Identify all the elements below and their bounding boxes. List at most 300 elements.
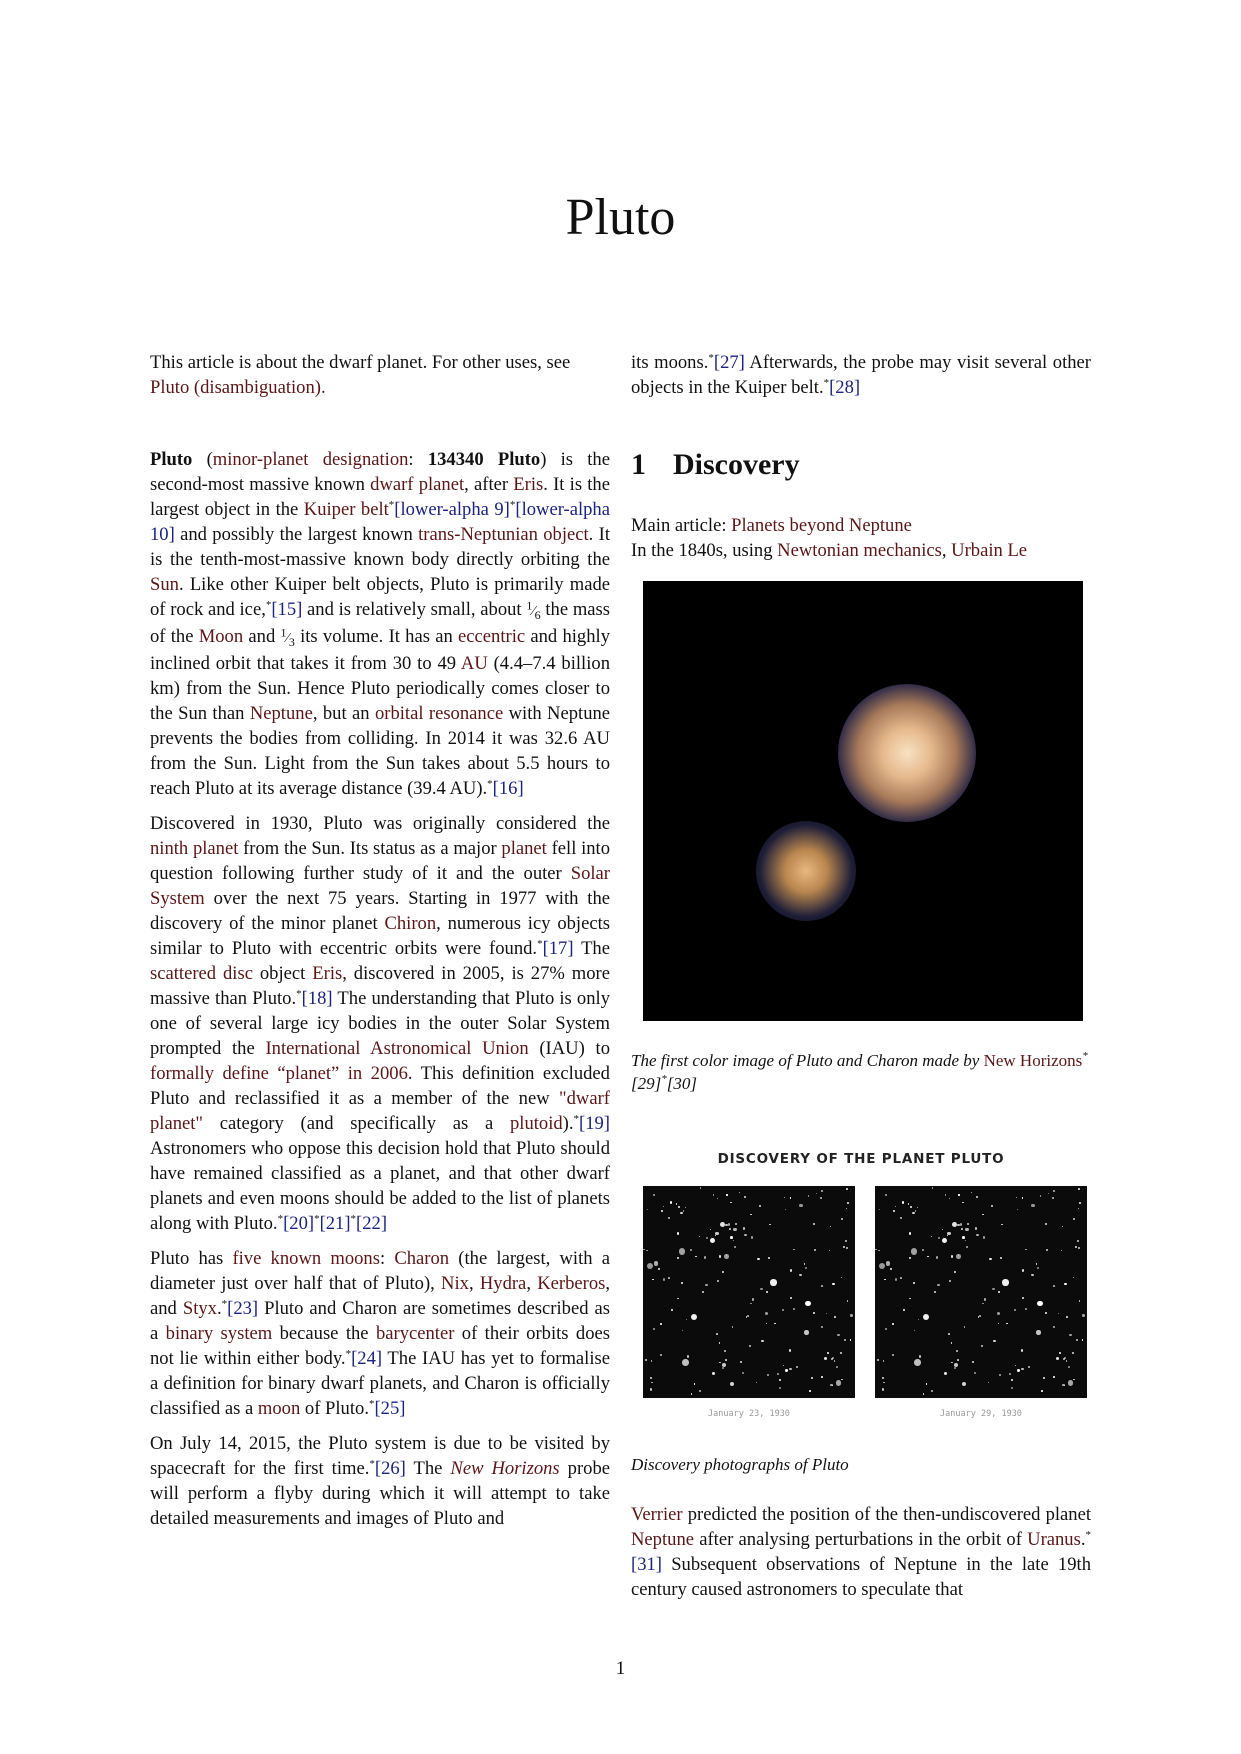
star-dot — [1068, 1380, 1073, 1385]
star-dot — [909, 1257, 910, 1258]
link[interactable]: Hydra — [479, 1273, 527, 1294]
star-dot — [660, 1323, 662, 1325]
star-dot — [646, 1250, 648, 1252]
star-dot — [747, 1315, 749, 1317]
star-dot — [722, 1271, 724, 1273]
main-article-link[interactable]: Planets beyond Neptune — [731, 515, 912, 536]
link[interactable]: Kerberos — [537, 1273, 606, 1294]
star-dot — [732, 1326, 733, 1327]
star-dot — [643, 1249, 644, 1250]
star-dot — [1037, 1267, 1039, 1269]
star-dot — [1043, 1377, 1045, 1379]
star-dot — [944, 1372, 946, 1374]
star-dot — [1076, 1339, 1078, 1341]
star-dot — [705, 1284, 707, 1286]
star-dot — [989, 1258, 991, 1260]
star-dot — [983, 1236, 985, 1238]
section-heading: 1 Discovery — [631, 448, 800, 481]
star-dot — [831, 1358, 833, 1360]
star-dot — [654, 1261, 658, 1265]
star-dot — [991, 1205, 993, 1207]
star-dot — [1031, 1274, 1033, 1276]
star-dot — [706, 1237, 708, 1239]
star-dot — [992, 1288, 994, 1290]
star-dot — [1066, 1360, 1068, 1362]
star-dot — [700, 1187, 701, 1188]
link[interactable]: barycenter — [375, 1323, 455, 1344]
star-dot — [691, 1314, 697, 1320]
star-dot — [766, 1323, 767, 1324]
star-dot — [978, 1316, 979, 1317]
link[interactable]: minor-planet designation — [212, 449, 409, 470]
star-dot — [949, 1280, 951, 1282]
star-dot — [908, 1203, 909, 1204]
star-dot — [827, 1352, 829, 1354]
star-field-plate-2 — [875, 1186, 1087, 1398]
star-dot — [683, 1210, 684, 1211]
star-dot — [951, 1342, 953, 1344]
star-dot — [1009, 1373, 1011, 1375]
star-dot — [750, 1303, 751, 1304]
star-dot — [1025, 1308, 1027, 1310]
link[interactable]: ninth planet — [150, 838, 239, 859]
intro-paragraph-2: Discovered in 1930, Pluto was originally considered the ninth planet from the Sun. Its status as a major planet fell into question following further study of it and the outer Solar System over the next 75 years. Starting in 1977 with the discovery of the minor planet Chiron, numerous icy objects similar to Pluto with eccentric orbits were found.*[17] The scattered disc object Eris, discovered in 2005, is 27% more massive than Pluto.*[18] The understanding that Pluto is only one of several large icy bodies in the outer Solar System prompted the International Astronomical Union (IAU) to formally define “planet” in 2006. This definition excluded Pluto and reclassified it as a member of the new "dwarf planet" category (and specifically as a plutoid).*[19] Astronomers who oppose this decision hold that Pluto should have remained classified as a planet, and that other dwarf planets and even moons should be added to the list of planets along with Pluto.*[20]*[21]*[22] — [150, 813, 611, 1234]
star-dot — [790, 1269, 793, 1272]
star-dot — [886, 1261, 890, 1265]
star-dot — [744, 1234, 747, 1237]
star-dot — [1002, 1279, 1008, 1285]
link[interactable]: Styx — [182, 1298, 217, 1319]
star-dot — [923, 1393, 925, 1395]
star-dot — [785, 1369, 787, 1371]
main-article-note: Main article: Planets beyond Neptune — [631, 515, 912, 536]
star-dot — [938, 1237, 940, 1239]
star-dot — [715, 1232, 719, 1236]
star-dot — [770, 1279, 776, 1285]
star-dot — [832, 1283, 835, 1286]
star-dot — [984, 1298, 986, 1300]
star-dot — [677, 1257, 678, 1258]
star-dot — [687, 1355, 690, 1358]
star-dot — [1061, 1250, 1062, 1251]
link[interactable]: Neptune — [631, 1529, 694, 1550]
star-dot — [826, 1313, 828, 1315]
star-dot — [962, 1382, 966, 1386]
star-dot — [965, 1240, 966, 1241]
star-dot — [926, 1383, 927, 1384]
link[interactable]: moon — [257, 1398, 301, 1419]
star-dot — [965, 1228, 968, 1231]
star-dot — [716, 1333, 718, 1335]
link[interactable]: five known moons — [232, 1248, 380, 1269]
star-dot — [879, 1209, 880, 1210]
star-dot — [777, 1373, 779, 1375]
star-dot — [728, 1223, 730, 1225]
link[interactable]: "dwarf planet" — [150, 1088, 610, 1134]
star-dot — [1015, 1365, 1017, 1367]
link[interactable]: Urbain Le — [951, 540, 1028, 561]
star-dot — [1048, 1193, 1049, 1194]
star-dot — [951, 1362, 952, 1363]
star-dot — [804, 1330, 808, 1334]
link[interactable]: Neptune — [249, 703, 313, 724]
star-dot — [961, 1228, 963, 1230]
star-dot — [761, 1340, 763, 1342]
star-dot — [678, 1206, 680, 1208]
star-dot — [769, 1224, 770, 1225]
discovery-photographs — [631, 1147, 1091, 1476]
star-dot — [816, 1193, 817, 1194]
star-dot — [948, 1333, 950, 1335]
star-dot — [931, 1236, 932, 1237]
star-dot — [914, 1330, 915, 1331]
star-dot — [724, 1350, 726, 1352]
star-dot — [829, 1250, 830, 1251]
star-dot — [695, 1256, 696, 1257]
star-dot — [799, 1274, 801, 1276]
star-dot — [909, 1298, 911, 1300]
star-dot — [952, 1222, 957, 1227]
star-dot — [661, 1210, 663, 1212]
star-dot — [805, 1301, 810, 1306]
star-dot — [967, 1223, 969, 1225]
star-dot — [1011, 1387, 1013, 1389]
star-dot — [710, 1229, 711, 1230]
star-dot — [734, 1246, 735, 1247]
star-dot — [725, 1359, 727, 1361]
star-dot — [1075, 1246, 1077, 1248]
star-dot — [730, 1236, 733, 1239]
star-dot — [1037, 1301, 1042, 1306]
star-dot — [719, 1342, 721, 1344]
star-dot — [1058, 1313, 1060, 1315]
discovery-paragraph: Verrier predicted the position of the then-undiscovered planet Neptune after analysing perturbations in the orbit of Uranus.*[31] Subsequent observations of Neptune in the late 19th century caused astronomers to speculate that — [631, 1504, 1091, 1600]
star-dot — [1021, 1368, 1023, 1370]
star-dot — [740, 1361, 742, 1363]
star-dot — [699, 1390, 701, 1392]
star-dot — [813, 1312, 815, 1314]
star-dot — [936, 1256, 938, 1258]
link[interactable]: Charon — [394, 1248, 450, 1269]
link[interactable]: Verrier — [631, 1504, 683, 1525]
star-dot — [1014, 1309, 1016, 1311]
star-dot — [671, 1309, 673, 1311]
hatnote: This article is about the dwarf planet. For other uses, see Pluto (disambiguation). — [150, 352, 571, 398]
star-dot — [923, 1314, 929, 1320]
star-dot — [893, 1210, 895, 1212]
star-dot — [1073, 1218, 1075, 1220]
link[interactable]: Uranus — [1027, 1529, 1081, 1550]
star-dot — [726, 1194, 727, 1195]
link[interactable]: Nix — [441, 1273, 469, 1294]
star-dot — [743, 1227, 745, 1229]
intro-paragraph-1: Pluto (minor-planet designation: 134340 Pluto) is the second-most massive known dwarf planet, after Eris. It is the largest object in the Kuiper belt*[lower-alpha 9]*[lower-alpha 10] and possibly the largest known trans-Neptunian object. It is the tenth-most-massive known body directly orbiting the Sun. Like other Kuiper belt objects, Pluto is primarily made of rock and ice,*[15] and is relatively small, about $^1⁄_6$ the mass of the Moon and $^1⁄_3$ its volume. It has an eccentric and highly inclined orbit that takes it from 30 to 49 AU (4.4–7.4 billion km) from the Sun. Hence Pluto periodically comes closer to the Sun than Neptune, but an orbital resonance with Neptune prevents the bodies from colliding. In 2014 it was 32.6 AU from the Sun. Light from the Sun takes about 5.5 hours to reach Pluto at its average distance (39.4 AU).*[16] — [150, 449, 611, 799]
star-dot — [779, 1387, 781, 1389]
star-dot — [957, 1359, 959, 1361]
star-dot — [1082, 1314, 1084, 1316]
star-dot — [982, 1214, 984, 1216]
star-dot — [960, 1223, 962, 1225]
link[interactable]: Eris — [312, 963, 343, 984]
link[interactable]: Moon — [198, 626, 244, 647]
star-dot — [951, 1255, 953, 1257]
star-dot — [1040, 1195, 1042, 1197]
pluto-disc — [838, 684, 976, 822]
star-dot — [710, 1238, 715, 1243]
star-dot — [652, 1279, 654, 1281]
star-dot — [663, 1206, 664, 1207]
star-dot — [877, 1359, 879, 1361]
star-dot — [668, 1217, 670, 1219]
star-dot — [717, 1198, 718, 1199]
star-dot — [742, 1372, 744, 1374]
star-dot — [883, 1360, 885, 1362]
star-dot — [836, 1380, 841, 1385]
star-dot — [1073, 1277, 1074, 1278]
star-dot — [836, 1366, 838, 1368]
link[interactable]: Eris — [513, 474, 544, 495]
star-dot — [913, 1282, 915, 1284]
right-column — [631, 350, 1091, 1612]
star-dot — [841, 1218, 843, 1220]
star-dot — [793, 1249, 794, 1250]
star-dot — [879, 1263, 885, 1269]
link[interactable]: Solar System — [150, 863, 610, 909]
star-dot — [677, 1298, 679, 1300]
star-dot — [1079, 1202, 1081, 1204]
star-dot — [900, 1277, 902, 1279]
link[interactable]: Sun — [150, 574, 179, 595]
star-dot — [997, 1312, 1000, 1315]
star-dot — [934, 1291, 935, 1292]
star-dot — [971, 1192, 972, 1193]
pluto-charon-color-image — [643, 581, 1083, 1021]
star-dot — [1046, 1249, 1048, 1251]
star-dot — [809, 1390, 811, 1392]
star-dot — [937, 1284, 939, 1286]
star-dot — [685, 1207, 687, 1209]
star-dot — [733, 1228, 736, 1231]
star-dot — [694, 1383, 695, 1384]
star-dot — [909, 1232, 912, 1235]
star-dot — [846, 1208, 847, 1209]
link[interactable]: eccentric — [458, 626, 526, 647]
intro-paragraph-4: On July 14, 2015, the Pluto system is due to be visited by spacecraft for the first time.*[26] The New Horizons probe will perform a flyby during which it will attempt to take detailed measurements and images of Pluto and — [150, 1433, 611, 1529]
star-dot — [1017, 1369, 1019, 1371]
link[interactable]: New Horizons — [450, 1458, 560, 1479]
figure1-caption: The first color image of Pluto and Charon made by New Horizons*[29]*[30] — [631, 1050, 1088, 1093]
star-dot — [1016, 1197, 1017, 1198]
star-dot — [1078, 1247, 1080, 1249]
star-dot — [749, 1345, 751, 1347]
star-dot — [790, 1297, 792, 1299]
star-dot — [942, 1238, 947, 1243]
star-dot — [884, 1279, 886, 1281]
star-dot — [1056, 1357, 1059, 1360]
star-dot — [730, 1202, 732, 1204]
star-dot — [789, 1349, 791, 1351]
star-dot — [988, 1382, 989, 1383]
star-dot — [956, 1254, 961, 1259]
star-dot — [733, 1240, 734, 1241]
star-dot — [964, 1326, 965, 1327]
star-dot — [690, 1249, 692, 1251]
star-dot — [1021, 1349, 1023, 1351]
star-dot — [730, 1382, 734, 1386]
star-dot — [821, 1376, 823, 1378]
star-dot — [1025, 1249, 1026, 1250]
star-dot — [843, 1246, 845, 1248]
star-dot — [954, 1271, 956, 1273]
charon-disc — [756, 821, 856, 921]
link[interactable]: binary system — [165, 1323, 273, 1344]
star-dot — [850, 1314, 852, 1316]
star-dot — [702, 1291, 703, 1292]
star-dot — [653, 1328, 655, 1330]
link[interactable]: dwarf planet — [370, 474, 465, 495]
star-dot — [719, 1255, 721, 1257]
star-dot — [949, 1198, 950, 1199]
star-dot — [1001, 1224, 1002, 1225]
star-dot — [976, 1196, 978, 1198]
star-dot — [650, 1377, 652, 1379]
star-dot — [783, 1365, 785, 1367]
star-dot — [782, 1309, 784, 1311]
disambiguation-link[interactable]: Pluto (disambiguation). — [150, 377, 326, 398]
page-title: Pluto — [565, 189, 676, 246]
star-dot — [647, 1209, 648, 1210]
star-dot — [915, 1210, 916, 1211]
star-dot — [760, 1288, 762, 1290]
star-dot — [651, 1360, 653, 1362]
link[interactable]: trans-Neptunian object — [418, 524, 589, 545]
page-number: 1 — [615, 1658, 626, 1679]
link[interactable]: Newtonian mechanics — [777, 540, 942, 561]
star-dot — [814, 1249, 816, 1251]
star-dot — [847, 1202, 849, 1204]
star-dot — [1082, 1339, 1084, 1341]
star-dot — [756, 1382, 757, 1383]
star-dot — [922, 1249, 924, 1251]
star-dot — [841, 1379, 842, 1380]
star-dot — [746, 1316, 747, 1317]
figure2-caption: Discovery photographs of Pluto — [631, 1455, 849, 1474]
star-dot — [768, 1257, 770, 1259]
star-dot — [1045, 1223, 1047, 1225]
star-dot — [735, 1223, 737, 1225]
star-dot — [1036, 1330, 1040, 1334]
link[interactable]: scattered disc — [150, 963, 253, 984]
star-dot — [850, 1339, 852, 1341]
star-dot — [686, 1319, 687, 1320]
star-dot — [796, 1366, 798, 1368]
star-dot — [1028, 1366, 1030, 1368]
star-dot — [962, 1236, 965, 1239]
star-dot — [847, 1300, 848, 1301]
star-dot — [1066, 1316, 1068, 1318]
star-dot — [993, 1340, 995, 1342]
star-dot — [954, 1367, 956, 1369]
star-dot — [885, 1194, 887, 1196]
star-dot — [757, 1258, 759, 1260]
star-dot — [668, 1277, 670, 1279]
star-dot — [890, 1268, 892, 1270]
star-dot — [785, 1209, 786, 1210]
star-dot — [699, 1236, 700, 1237]
star-dot — [1053, 1326, 1055, 1328]
star-dot — [824, 1357, 827, 1360]
star-dot — [1072, 1352, 1074, 1354]
star-dot — [790, 1197, 791, 1198]
star-dot — [1053, 1190, 1054, 1191]
link[interactable]: AU — [460, 653, 488, 674]
link[interactable]: plutoid — [509, 1113, 563, 1134]
star-dot — [1036, 1263, 1038, 1265]
star-dot — [911, 1248, 917, 1254]
star-dot — [682, 1330, 683, 1331]
star-dot — [751, 1236, 753, 1238]
star-dot — [910, 1206, 912, 1208]
link[interactable]: Chiron — [384, 913, 437, 934]
star-dot — [892, 1323, 894, 1325]
star-dot — [1079, 1300, 1080, 1301]
star-dot — [947, 1232, 951, 1236]
star-dot — [914, 1359, 921, 1366]
star-dot — [739, 1192, 740, 1193]
star-dot — [966, 1246, 967, 1247]
star-dot — [1069, 1334, 1071, 1336]
star-dot — [766, 1291, 768, 1293]
star-dot — [903, 1309, 905, 1311]
star-dot — [1022, 1297, 1024, 1299]
star-dot — [875, 1249, 876, 1250]
link[interactable]: orbital resonance — [374, 703, 504, 724]
star-dot — [658, 1268, 660, 1270]
star-dot — [878, 1250, 880, 1252]
star-dot — [767, 1374, 769, 1376]
star-dot — [834, 1316, 836, 1318]
star-dot — [681, 1282, 683, 1284]
new-horizons-link[interactable]: New Horizons — [983, 1051, 1083, 1070]
star-dot — [808, 1195, 810, 1197]
link[interactable]: Kuiper belt — [303, 499, 389, 520]
star-dot — [942, 1229, 943, 1230]
link[interactable]: formally define “planet” in 2006 — [150, 1063, 408, 1084]
star-dot — [981, 1345, 983, 1347]
star-dot — [704, 1256, 706, 1258]
link[interactable]: International Astronomical Union — [265, 1038, 529, 1059]
star-dot — [962, 1202, 964, 1204]
star-dot — [1078, 1208, 1079, 1209]
star-dot — [784, 1197, 785, 1198]
star-dot — [774, 1323, 775, 1324]
star-dot — [750, 1214, 752, 1216]
star-dot — [821, 1190, 822, 1191]
star-dot — [651, 1382, 653, 1384]
star-dot — [789, 1368, 791, 1370]
star-dot — [1064, 1283, 1067, 1286]
intro-paragraph-3: Pluto has five known moons: Charon (the largest, with a diameter just over half that of Pluto), Nix, Hydra, Kerberos, and Styx.*[23] Pluto and Charon are sometimes described as a binary system because the barycenter of their orbits does not lie within either body.*[24] The IAU has yet to formalise a definition for binary dwarf planets, and Charon is officially classified as a moon of Pluto.*[25] — [150, 1248, 611, 1419]
star-dot — [975, 1227, 977, 1229]
link[interactable]: planet — [501, 838, 547, 859]
star-dot — [882, 1377, 884, 1379]
star-dot — [1052, 1197, 1054, 1199]
star-dot — [752, 1298, 754, 1300]
star-dot — [1073, 1379, 1074, 1380]
star-dot — [883, 1382, 885, 1384]
star-dot — [682, 1359, 689, 1366]
star-dot — [724, 1254, 729, 1259]
